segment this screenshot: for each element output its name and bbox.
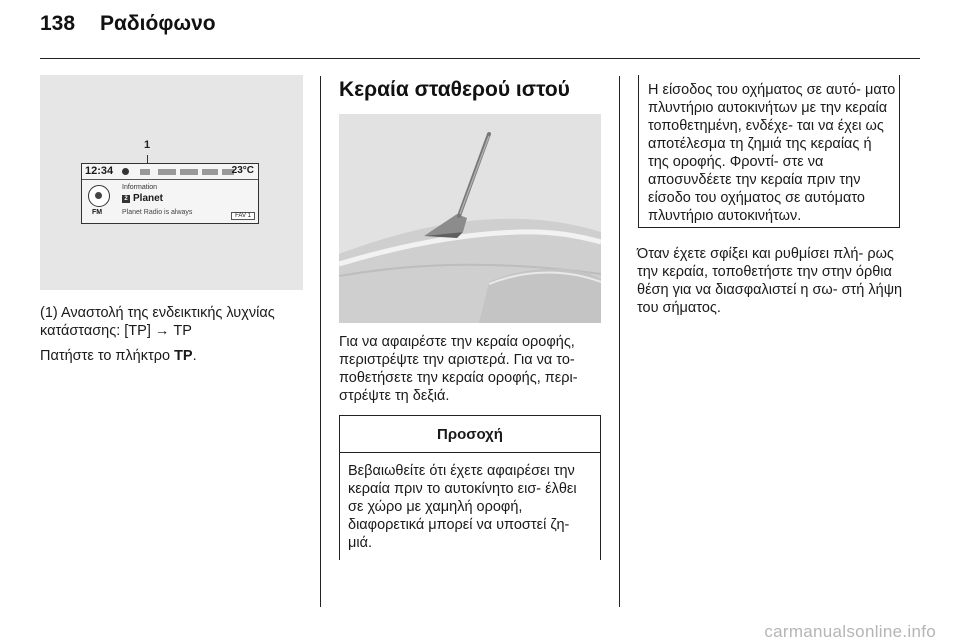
fav-button: FAV 1: [231, 212, 255, 220]
car-roof-antenna-illustration: [339, 114, 601, 323]
watermark: carmanualsonline.info: [764, 622, 936, 641]
antenna-figure: [339, 114, 601, 323]
page-number: 138: [40, 12, 76, 35]
preset-number: 2: [122, 195, 130, 203]
radio-source-icon: [88, 185, 110, 207]
tp-indicator-icon: [140, 169, 150, 175]
status-dot-icon: [122, 168, 129, 175]
tp-key: TP: [174, 348, 193, 364]
clock-display: 12:34: [85, 165, 114, 177]
signal-icon: [158, 169, 176, 175]
header-rule: [40, 58, 920, 59]
page-header: [40, 12, 216, 36]
col3-body: Όταν έχετε σφίξει και ρυθμίσει πλή- ρως την κεραία, τοποθετήστε την στην όρθια θέση για να διασφαλιστεί η σω- στή λήψη του σήματος.: [637, 246, 903, 316]
note-box: [638, 75, 900, 228]
caution-box: [339, 415, 601, 560]
temperature-display: 23°C: [231, 165, 254, 176]
radio-text: Planet Radio is always: [122, 209, 193, 216]
column-divider-1: [320, 76, 321, 607]
callout-number: 1: [144, 139, 151, 151]
status-bar: [82, 164, 258, 180]
channel-icon: [180, 169, 198, 175]
col1-text: [40, 304, 305, 365]
figure-legend: (1) Αναστολή της ενδεικτικής λυχνίας κατάστασης: [TP] → TP: [40, 305, 275, 339]
note-text: Η είσοδος του οχήματος σε αυτό- ματο πλυντήριο αυτοκινήτων με την κεραία τοποθετημένη, ενδέχε- ται να έχει ως αποτέλεσμα τη ζημιά της κεραίας ή της οροφής. Φροντί- στε να αποσυνδέετε την κεραία πριν την είσοδο του οχήματος σε αυτόματο πλυντήριο αυτοκινήτων.: [648, 82, 896, 224]
caution-text: Βεβαιωθείτε ότι έχετε αφαιρέσει την κεραία πριν το αυτοκίνητο εισ- έλθει σε χώρο με χαμηλή οροφή, διαφορετικά μπορεί να υποστεί ζη- μιά.: [348, 463, 577, 551]
page-title: Ραδιόφωνο: [100, 12, 216, 35]
station-name: Planet: [133, 193, 164, 204]
caution-title: Προσοχή: [340, 416, 600, 453]
radio-screen: [81, 163, 259, 224]
column-divider-2: [619, 76, 620, 607]
section-heading: Κεραία σταθερού ιστού: [339, 78, 570, 101]
band-label: FM: [92, 209, 103, 216]
antenna-instructions: Για να αφαιρέστε την κεραία οροφής, περιστρέψτε την αριστερά. Για να το- ποθετήσετε την κεραία οροφής, περι- στρέψτε τη δεξιά.: [339, 334, 578, 404]
radio-display-figure: [40, 75, 303, 290]
rec-icon: [202, 169, 218, 175]
info-label: Information: [122, 184, 158, 191]
instruction-paragraph: Πατήστε το πλήκτρο TP.: [40, 348, 197, 364]
